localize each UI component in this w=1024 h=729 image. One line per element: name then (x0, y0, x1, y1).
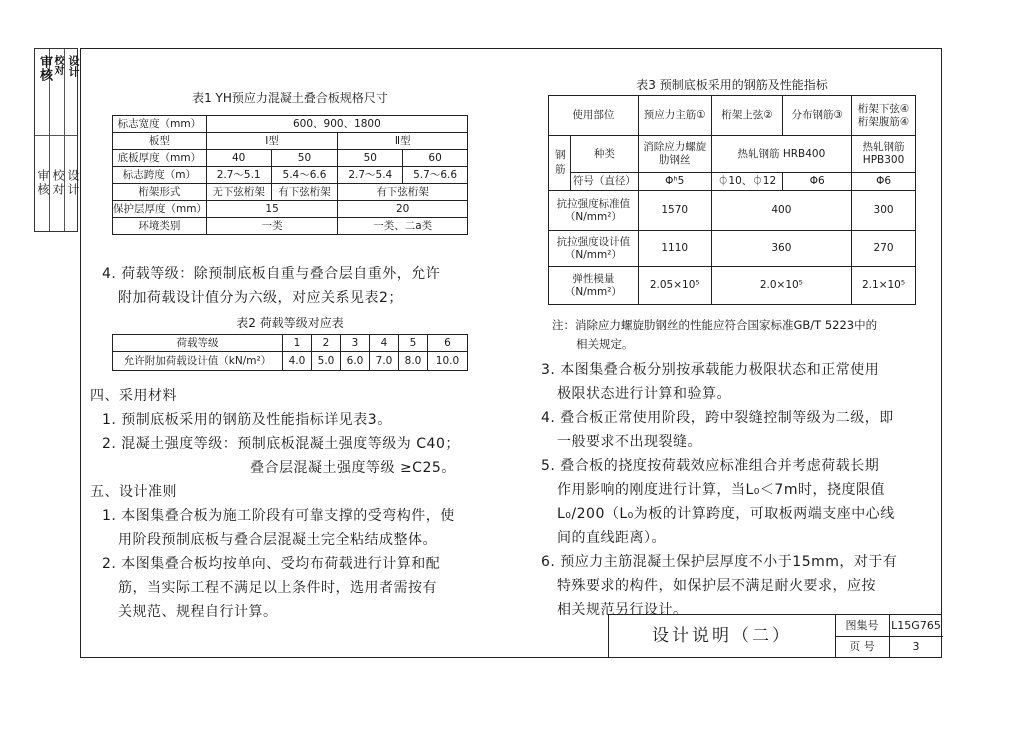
t3-use-label: 使用部位 (549, 96, 639, 136)
t3-des: 270 (852, 231, 916, 267)
label-design: 设计 (66, 169, 80, 197)
t2-cell: 5.0 (312, 352, 341, 371)
table3 (548, 95, 916, 305)
note-line2: 相关规定。 (576, 337, 634, 351)
t2-cell: 1 (283, 335, 312, 352)
t3-use: 桁架上弦② (711, 96, 783, 136)
page-row (835, 636, 943, 657)
section5-p2a: 2. 本图集叠合板均按单向、受均布荷载进行计算和配 (102, 556, 441, 572)
table1-caption: 表1 YH预应力混凝土叠合板规格尺寸 (192, 91, 388, 105)
item4-line1: 4. 荷载等级：除预制底板自重与叠合层自重外，允许 (102, 266, 441, 282)
t1-cell: 15 (206, 201, 338, 218)
t3-use: 分布钢筋③ (783, 96, 852, 136)
t1-cell: 2.7～5.1 (206, 167, 271, 184)
section4-heading: 四、采用材料 (90, 388, 177, 404)
t1-cell: 无下弦桁架 (206, 184, 271, 201)
t3-std: 1570 (638, 191, 711, 231)
table3-note (552, 316, 932, 354)
t3-std-label: 抗拉强度标准值（N/mm²） (549, 191, 639, 231)
t3-rebar-label: 钢筋 (549, 136, 571, 191)
t1-cell: 50 (271, 150, 338, 167)
table3-caption: 表3 预制底板采用的钢筋及性能指标 (636, 78, 828, 92)
t2-cell: 4 (370, 335, 399, 352)
t1-env-label: 环境类别 (113, 218, 207, 235)
p3b: 极限状态进行计算和验算。 (557, 386, 731, 402)
t1-truss-label: 桁架形式 (113, 184, 207, 201)
t3-kind: 消除应力螺旋肋钢丝 (638, 136, 711, 173)
t1-cell: 有下弦桁架 (338, 184, 468, 201)
t1-type1: Ⅰ型 (206, 133, 338, 150)
t3-mod: 2.0×10⁵ (711, 267, 851, 305)
section5-p1a: 1. 本图集叠合板为施工阶段有可靠支撑的受弯构件，使 (102, 508, 455, 524)
page-label: 页 号 (835, 636, 890, 657)
t1-cell: 50 (338, 150, 403, 167)
t2-cell: 6 (428, 335, 468, 352)
page-value: 3 (912, 640, 920, 653)
t1-cell: 5.7～6.6 (403, 167, 468, 184)
item4-line2: 附加荷载设计值分为六级，对应关系见表2； (118, 290, 403, 306)
section4 (90, 384, 490, 480)
t1-cell: 一类 (206, 218, 338, 235)
t3-kind: 热轧钢筋 HPB300 (852, 136, 916, 173)
t1-width-value: 600、900、1800 (206, 116, 467, 133)
p4a: 4. 叠合板正常使用阶段，跨中裂缝控制等级为二级，即 (541, 410, 894, 426)
t1-type-label: 板型 (113, 133, 207, 150)
title-block (608, 614, 942, 658)
t3-sym: ⏀10、⏀12 (711, 173, 783, 191)
t1-cell: 2.7～5.4 (338, 167, 403, 184)
t3-kind-label: 种类 (570, 136, 638, 173)
note-line1: 注：消除应力螺旋肋钢丝的性能应符合国家标准GB/T 5223中的 (552, 318, 878, 332)
t1-cell: 一类、二a类 (338, 218, 468, 235)
t2-cell: 5 (399, 335, 428, 352)
signature-strip (34, 48, 78, 232)
section5-p2b: 筋，当实际工程不满足以上条件时，选用者需按有 (118, 580, 437, 596)
t1-thick-label: 底板厚度（mm） (113, 150, 207, 167)
atlas-value: L15G765 (891, 619, 941, 632)
p6c: 相关规范另行设计。 (557, 602, 688, 618)
atlas-label: 图集号 (835, 615, 890, 636)
t3-sym: Φ6 (783, 173, 852, 191)
p5c: L₀/200（L₀为板的计算跨度，可取板两端支座中心线 (557, 506, 895, 522)
t1-cell: 5.4～6.6 (271, 167, 338, 184)
section4-p2b: 叠合层混凝土强度等级 ≥C25。 (250, 460, 456, 476)
signature-2: 校对 (52, 55, 63, 75)
t3-mod: 2.1×10⁵ (852, 267, 916, 305)
table2 (112, 334, 468, 371)
t1-cell: 20 (338, 201, 468, 218)
t2-cell: 8.0 (399, 352, 428, 371)
section5-p1b: 用阶段预制底板与叠合层混凝土完全粘结成整体。 (118, 532, 437, 548)
p5b: 作用影响的刚度进行计算，当L₀＜7m时，挠度限值 (557, 482, 885, 498)
label-review: 审核 (36, 169, 50, 197)
p4b: 一般要求不出现裂缝。 (557, 434, 702, 450)
section4-p2a: 2. 混凝土强度等级：预制底板混凝土强度等级为 C40； (102, 436, 460, 452)
t2-level-label: 荷载等级 (113, 335, 283, 352)
section5 (90, 480, 490, 624)
t3-mod: 2.05×10⁵ (638, 267, 711, 305)
t3-sym-label: 符号（直径） (570, 173, 638, 191)
right-paragraphs (541, 358, 936, 622)
section4-p1: 1. 预制底板采用的钢筋及性能指标详见表3。 (102, 412, 392, 428)
t1-cell: 40 (206, 150, 271, 167)
t3-des: 360 (711, 231, 851, 267)
t1-cell: 有下弦桁架 (271, 184, 338, 201)
t3-use: 预应力主筋① (638, 96, 711, 136)
atlas-row (835, 615, 943, 637)
t3-kind: 热轧钢筋 HRB400 (711, 136, 851, 173)
p6b: 特殊要求的构件，如保护层不满足耐火要求，应按 (557, 578, 876, 594)
t1-cover-label: 保护层厚度（mm） (113, 201, 207, 218)
p5a: 5. 叠合板的挠度按荷载效应标准组合并考虑荷载长期 (541, 458, 880, 474)
t1-cell: 60 (403, 150, 468, 167)
t1-type2: Ⅱ型 (338, 133, 468, 150)
t2-cell: 4.0 (283, 352, 312, 371)
t3-sym: Φ6 (852, 173, 916, 191)
section5-heading: 五、设计准则 (90, 484, 177, 500)
t1-width-label: 标志宽度（mm） (113, 116, 207, 133)
t3-des: 1110 (638, 231, 711, 267)
t2-cell: 3 (341, 335, 370, 352)
signature-1: 审核 (37, 55, 52, 81)
section5-p2c: 关规范、规程自行计算。 (118, 604, 278, 620)
t2-cell: 2 (312, 335, 341, 352)
label-check: 校对 (51, 169, 65, 197)
t3-use: 桁架下弦④ 桁架腹筋④ (852, 96, 916, 136)
table2-caption: 表2 荷载等级对应表 (236, 316, 344, 330)
t2-cell: 10.0 (428, 352, 468, 371)
item4 (102, 262, 482, 310)
p5d: 间的直线距离）。 (557, 530, 666, 546)
t3-des-label: 抗拉强度设计值（N/mm²） (549, 231, 639, 267)
t3-std: 300 (852, 191, 916, 231)
t1-span-label: 标志跨度（m） (113, 167, 207, 184)
signature-3: 设计 (67, 55, 80, 77)
t2-value-label: 允许附加荷载设计值（kN/m²） (113, 352, 283, 371)
t3-std: 400 (711, 191, 851, 231)
sheet-title: 设计说明（二） (609, 615, 836, 657)
t3-mod-label: 弹性模量（N/mm²） (549, 267, 639, 305)
p3a: 3. 本图集叠合板分别按承载能力极限状态和正常使用 (541, 362, 880, 378)
t2-cell: 7.0 (370, 352, 399, 371)
t3-sym: Φʰ5 (638, 173, 711, 191)
p6a: 6. 预应力主筋混凝土保护层厚度不小于15mm，对于有 (541, 554, 898, 570)
t2-cell: 6.0 (341, 352, 370, 371)
table1 (112, 115, 468, 235)
